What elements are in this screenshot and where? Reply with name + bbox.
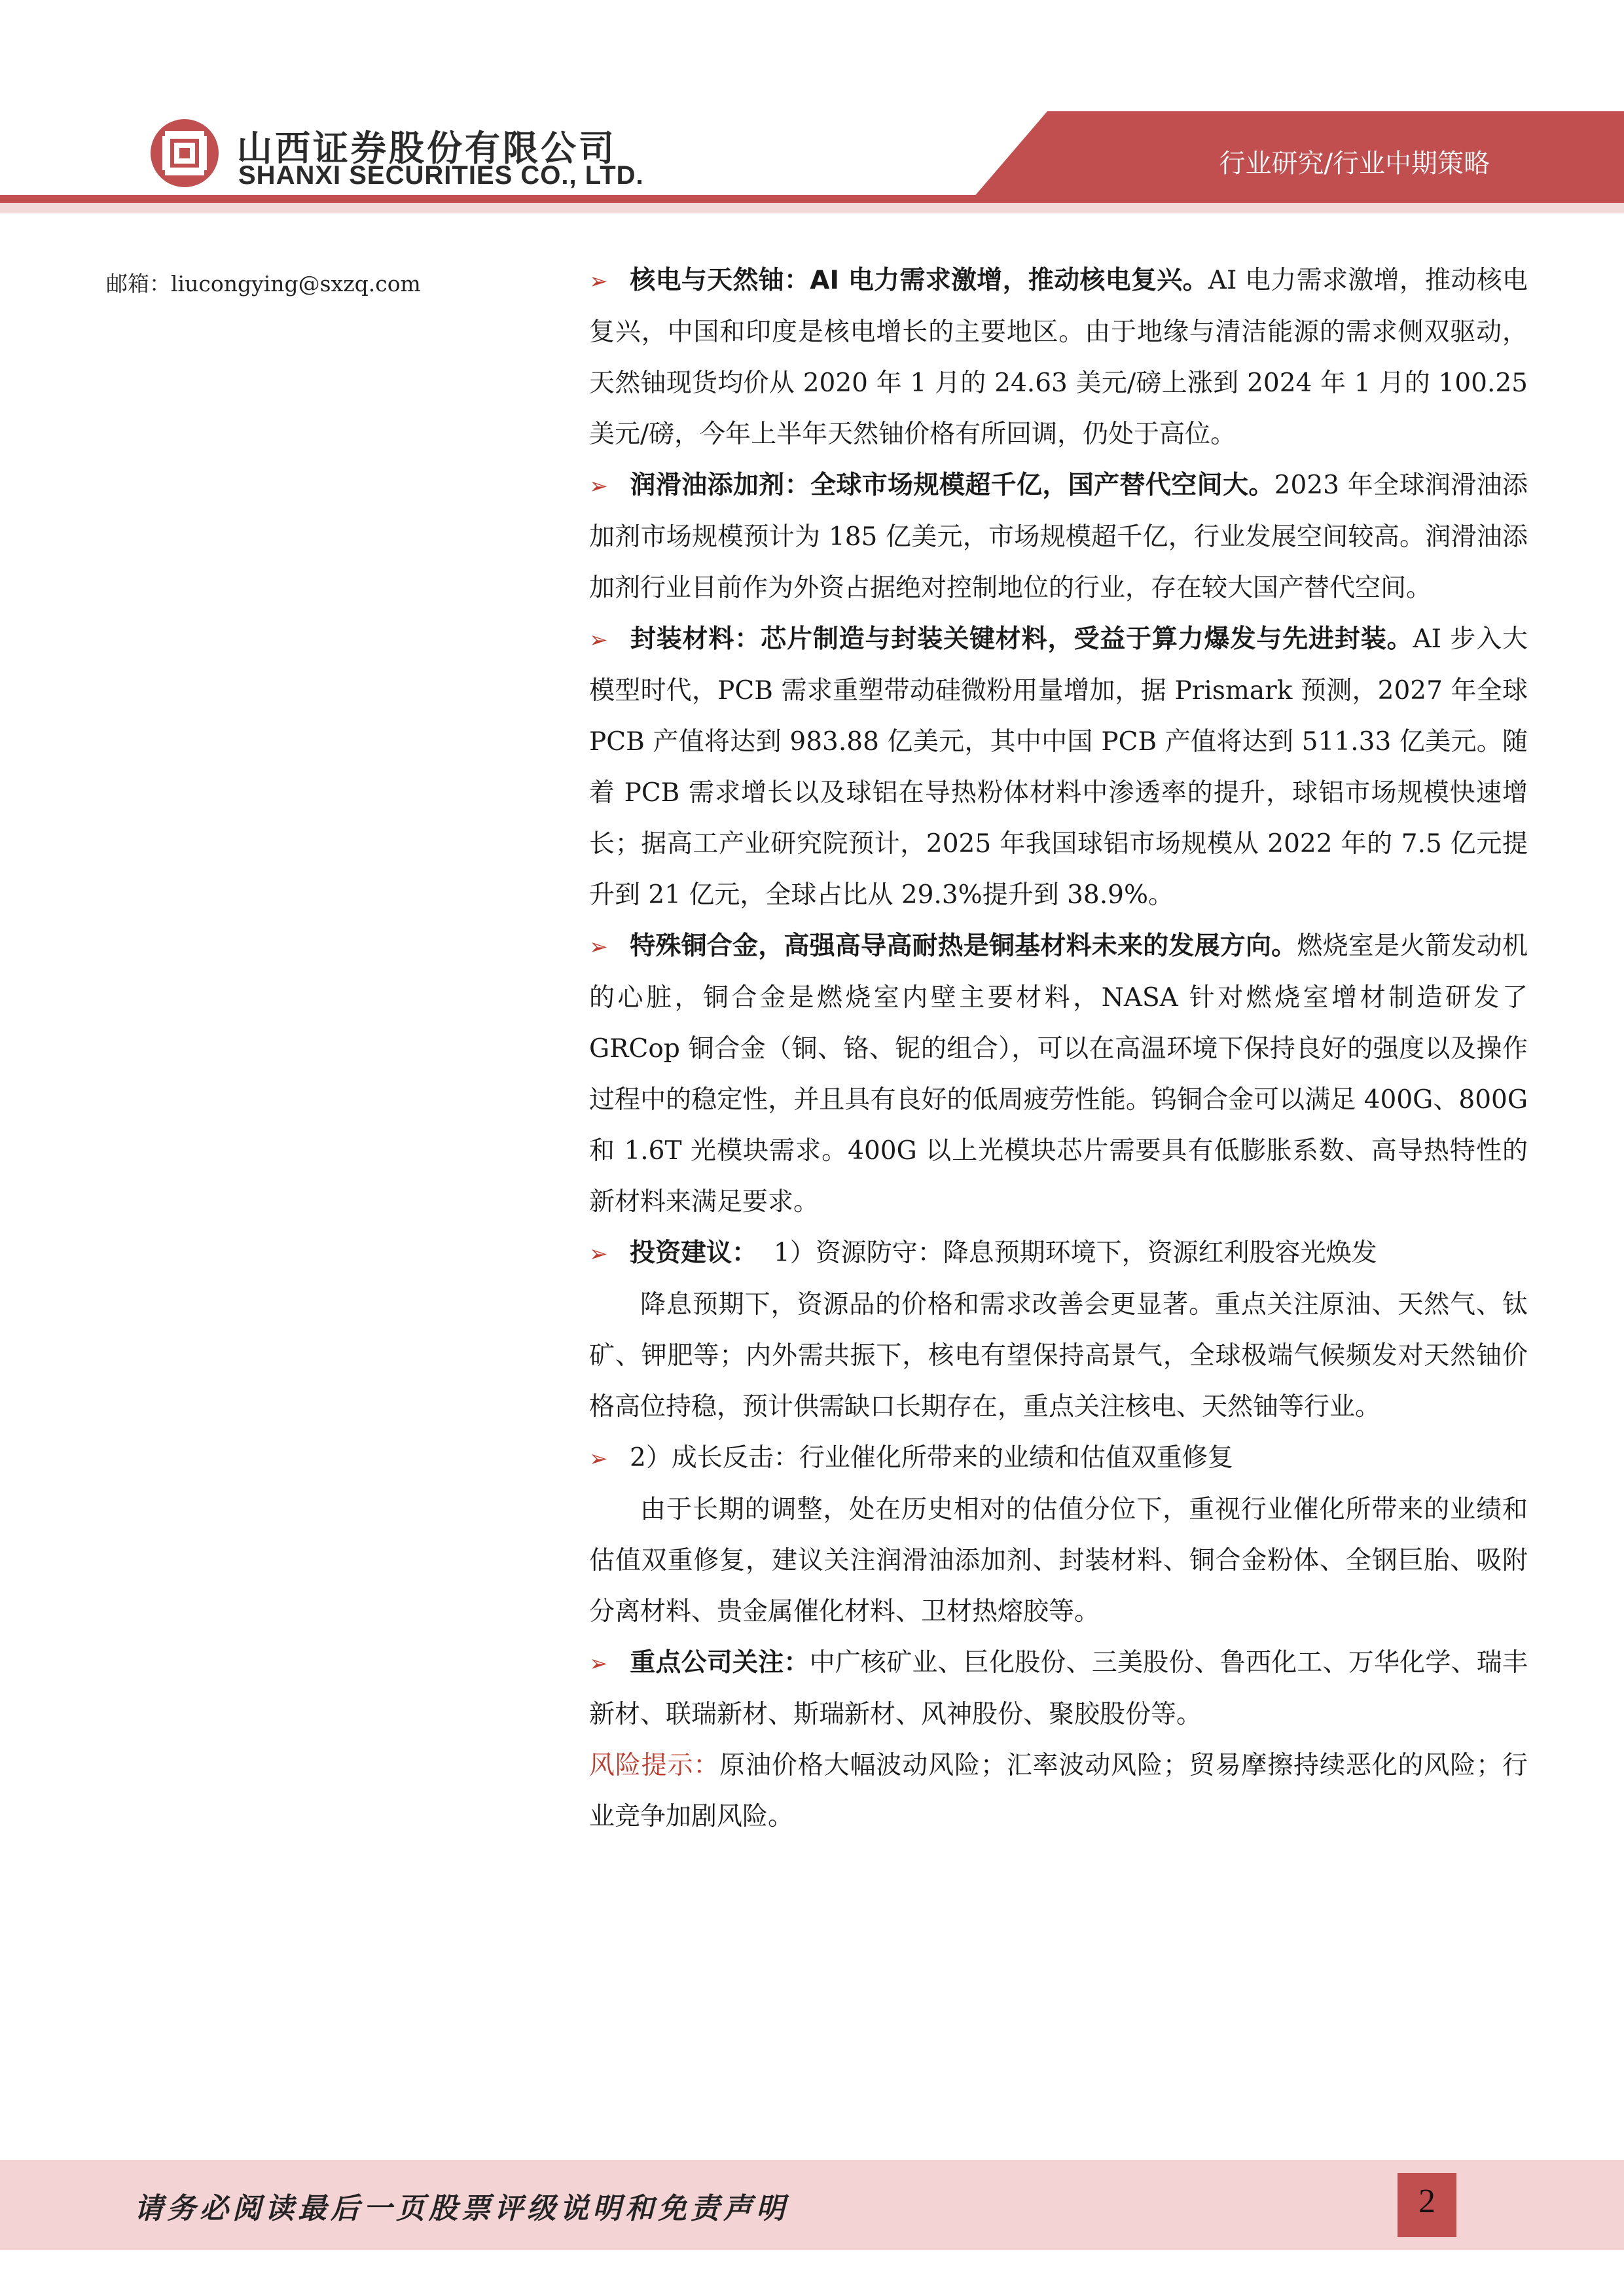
focus-companies (589, 1638, 1528, 1740)
section-heading: 核电与天然铀：AI 电力需求激增，推动核电复兴。 (630, 266, 1208, 295)
analyst-email: 邮箱：liucongying@sxzq.com (106, 271, 421, 296)
risk-label: 风险提示： (589, 1751, 720, 1780)
section-nuclear (589, 255, 1528, 460)
section-lubricant (589, 460, 1528, 614)
report-type-label: 行业研究/行业中期策略 (1219, 149, 1490, 179)
risk-text: 原油价格大幅波动风险；汇率波动风险；贸易摩擦持续恶化的风险；行业竞争加剧风险。 (589, 1751, 1528, 1831)
risk-warning (589, 1740, 1528, 1842)
investment-point1-title: 1）资源防守：降息预期环境下，资源红利股容光焕发 (773, 1238, 1377, 1268)
section-text: AI 电力需求激增，推动核电复兴，中国和印度是核电增长的主要地区。由于地缘与清洁能源的需求侧双驱动，天然铀现货均价从 2020 年 1 月的 24.63 美元/磅上涨到 2024 年 1 月的 100.25 美元/磅，今年上半年天然铀价格有所回调，仍处于高位。 (589, 266, 1528, 449)
page-footer (0, 2160, 1624, 2250)
investment-point2-title: 2）成长反击：行业催化所带来的业绩和估值双重修复 (630, 1443, 1233, 1473)
focus-heading: 重点公司关注： (630, 1648, 810, 1677)
section-heading: 润滑油添加剂：全球市场规模超千亿，国产替代空间大。 (630, 471, 1274, 500)
arrow-bullet-icon: ➢ (589, 1241, 608, 1267)
focus-text: 中广核矿业、巨化股份、三美股份、鲁西化工、万华化学、瑞丰新材、联瑞新材、斯瑞新材、风神股份、聚胶股份等。 (589, 1648, 1528, 1729)
disclaimer-notice: 请务必阅读最后一页股票评级说明和免责声明 (134, 2192, 789, 2225)
section-copper-alloy (589, 921, 1528, 1228)
investment-heading: 投资建议： (630, 1238, 758, 1268)
section-text: 2023 年全球润滑油添加剂市场规模预计为 185 亿美元，市场规模超千亿，行业发展空间较高。润滑油添加剂行业目前作为外资占据绝对控制地位的行业，存在较大国产替代空间。 (589, 471, 1528, 603)
section-packaging (589, 614, 1528, 921)
page-number-badge (1398, 2173, 1456, 2237)
section-text: 燃烧室是火箭发动机的心脏，铜合金是燃烧室内壁主要材料，NASA 针对燃烧室增材制造研发了 GRCop 铜合金（铜、铬、铌的组合），可以在高温环境下保持良好的强度以及操作过程中的稳定性，并且具有良好的低周疲劳性能。钨铜合金可以满足 400G、800G 和 1.6T 光模块需求。400G 以上光模块芯片需要具有低膨胀系数、高导热特性的新材料来满足要求。 (589, 931, 1528, 1217)
section-heading: 特殊铜合金，高强高导高耐热是铜基材料未来的发展方向。 (630, 931, 1297, 961)
arrow-bullet-icon: ➢ (589, 473, 608, 499)
company-name-en: SHANXI SECURITIES CO., LTD. (238, 161, 644, 190)
arrow-bullet-icon: ➢ (589, 1651, 608, 1677)
company-name-cn: 山西证券股份有限公司 (237, 128, 617, 169)
arrow-bullet-icon: ➢ (589, 627, 608, 653)
investment-point2-text: 由于长期的调整，处在历史相对的估值分位下，重视行业催化所带来的业绩和估值双重修复，建议关注润滑油添加剂、封装材料、铜合金粉体、全钢巨胎、吸附分离材料、贵金属催化材料、卫材热熔胶等。 (589, 1495, 1528, 1626)
arrow-bullet-icon: ➢ (589, 268, 608, 295)
investment-advice (589, 1228, 1528, 1280)
arrow-bullet-icon: ➢ (589, 934, 608, 960)
shanxi-securities-logo-icon (148, 117, 221, 190)
investment-point2 (589, 1433, 1528, 1484)
page-header (0, 0, 1624, 223)
arrow-bullet-icon: ➢ (589, 1446, 608, 1472)
investment-point1-text: 降息预期下，资源品的价格和需求改善会更显著。重点关注原油、天然气、钛矿、钾肥等；内外需共振下，核电有望保持高景气，全球极端气候频发对天然铀价格高位持稳，预计供需缺口长期存在，重点关注核电、天然铀等行业。 (589, 1290, 1528, 1422)
report-body (589, 255, 1528, 1842)
header-divider (0, 203, 1624, 213)
page-number: 2 (1418, 2183, 1435, 2220)
section-heading: 封装材料：芯片制造与封装关键材料，受益于算力爆发与先进封装。 (630, 624, 1413, 654)
section-text: AI 步入大模型时代，PCB 需求重塑带动硅微粉用量增加，据 Prismark 预测，2027 年全球 PCB 产值将达到 983.88 亿美元，其中中国 PCB 产值将达到 511.33 亿美元。随着 PCB 需求增长以及球铝在导热粉体材料中渗透率的提升，球铝市场规模快速增长；据高工产业研究院预计，2025 年我国球铝市场规模从 2022 年的 7.5 亿元提升到 21 亿元，全球占比从 29.3%提升到 38.9%。 (589, 624, 1528, 910)
